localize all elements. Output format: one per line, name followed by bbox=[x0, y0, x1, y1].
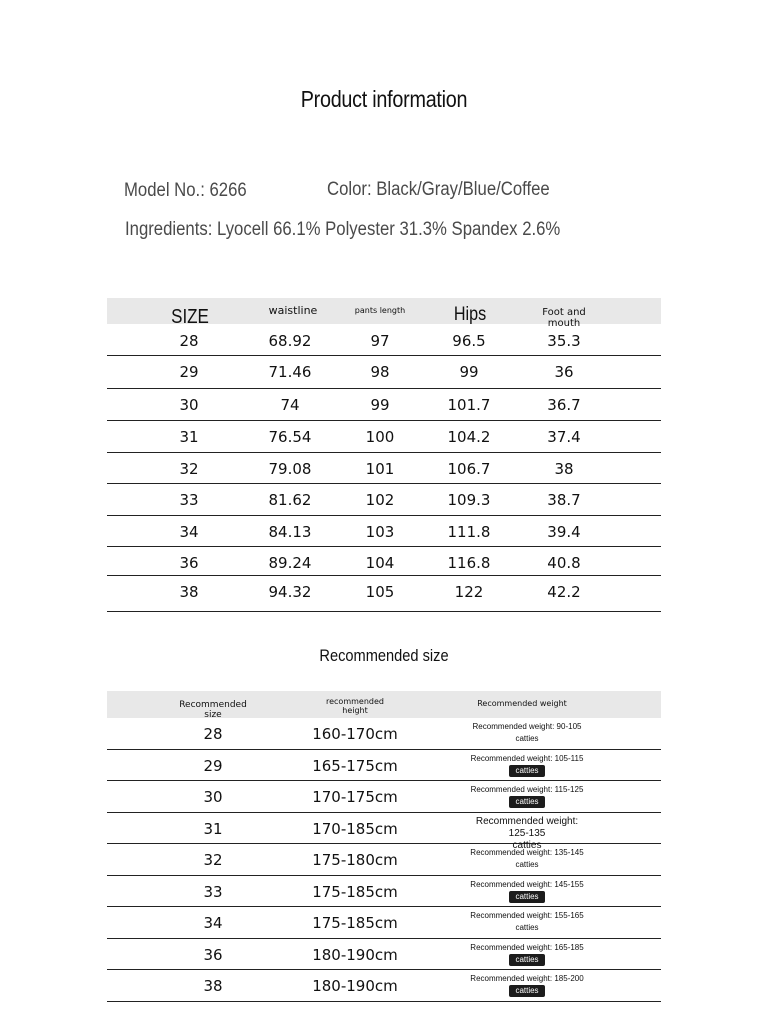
size-table-cell: 34 bbox=[179, 523, 199, 541]
ingredients: Ingredients: Lyocell 66.1% Polyester 31.3% Spandex 2.6% bbox=[125, 219, 561, 240]
size-table-cell: 122 bbox=[454, 583, 484, 601]
size-table-cell: 33 bbox=[179, 491, 199, 509]
size-table-cell: 30 bbox=[179, 396, 199, 414]
recommended-height-cell: 180-190cm bbox=[312, 977, 398, 995]
recommended-table-body bbox=[107, 718, 661, 1002]
size-table-cell: 101.7 bbox=[447, 396, 491, 414]
recommended-weight-cell bbox=[469, 847, 585, 871]
recommended-weight-cell bbox=[469, 753, 585, 777]
weight-range-label: Recommended weight: 90-105 bbox=[472, 722, 582, 731]
header-recommended-size: Recommended size bbox=[179, 699, 247, 720]
weight-unit-label: catties bbox=[509, 796, 544, 808]
size-table-cell: 32 bbox=[179, 460, 199, 478]
weight-range-label: Recommended weight: 105-115 bbox=[470, 753, 584, 763]
header-waistline: waistline bbox=[268, 303, 318, 317]
size-table-cell: 100 bbox=[365, 428, 395, 446]
recommended-height-cell: 180-190cm bbox=[312, 945, 398, 964]
size-table-cell: 79.08 bbox=[268, 460, 312, 478]
weight-range-label: Recommended weight: 155-165 bbox=[470, 911, 584, 920]
size-table-row bbox=[107, 516, 661, 547]
weight-unit-label: catties bbox=[515, 734, 539, 743]
recommended-size-cell: 33 bbox=[203, 882, 223, 901]
recommended-table-row bbox=[107, 970, 661, 1002]
weight-unit-label: catties bbox=[509, 765, 544, 777]
size-table-header bbox=[107, 298, 661, 329]
size-table-cell: 74 bbox=[280, 396, 300, 414]
weight-range-label: Recommended weight: 145-155 bbox=[470, 879, 584, 889]
size-table-cell: 97 bbox=[370, 332, 390, 350]
recommended-table-row bbox=[107, 844, 661, 876]
weight-range-label: Recommended weight: 125-135 bbox=[475, 815, 579, 839]
size-table-cell: 81.62 bbox=[268, 491, 312, 509]
header-size: SIZE bbox=[171, 305, 209, 328]
size-table-cell: 104 bbox=[365, 554, 395, 572]
size-table-cell: 99 bbox=[370, 396, 390, 414]
size-table-row bbox=[107, 547, 661, 576]
recommended-table-row bbox=[107, 876, 661, 908]
size-table-cell: 31 bbox=[179, 428, 199, 446]
size-table-cell: 104.2 bbox=[447, 428, 491, 446]
size-table-cell: 103 bbox=[365, 523, 395, 541]
recommended-weight-cell bbox=[469, 910, 585, 934]
recommended-size-cell: 31 bbox=[203, 819, 223, 838]
size-table-cell: 29 bbox=[179, 363, 199, 381]
size-table-row bbox=[107, 389, 661, 421]
recommended-size-cell: 29 bbox=[203, 756, 223, 775]
weight-range-label: Recommended weight: 165-185 bbox=[470, 942, 584, 952]
recommended-size-cell: 38 bbox=[203, 977, 223, 995]
size-table-cell: 71.46 bbox=[268, 363, 312, 381]
recommended-height-cell: 160-170cm bbox=[312, 725, 398, 743]
size-table-cell: 38.7 bbox=[547, 491, 581, 509]
size-table bbox=[107, 298, 661, 612]
model-number: Model No.: 6266 bbox=[124, 180, 247, 201]
recommended-table-row bbox=[107, 939, 661, 971]
weight-range-label: Recommended weight: 115-125 bbox=[470, 785, 584, 794]
recommended-table-row bbox=[107, 781, 661, 813]
header-foot-mouth: Foot and mouth bbox=[542, 306, 586, 329]
recommended-size-cell: 34 bbox=[203, 914, 223, 932]
size-table-cell: 89.24 bbox=[268, 554, 312, 572]
size-table-cell: 101 bbox=[365, 460, 395, 478]
recommended-size-cell: 28 bbox=[203, 725, 223, 743]
size-table-cell: 36 bbox=[179, 554, 199, 572]
recommended-size-title: Recommended size bbox=[319, 646, 449, 665]
recommended-table-row bbox=[107, 813, 661, 851]
size-table-cell: 102 bbox=[365, 491, 395, 509]
recommended-height-cell: 175-185cm bbox=[312, 882, 398, 901]
weight-unit-label: catties bbox=[515, 923, 539, 932]
page-title: Product information bbox=[300, 86, 468, 112]
weight-unit-label: catties bbox=[509, 954, 544, 966]
size-table-cell: 84.13 bbox=[268, 523, 312, 541]
size-table-body bbox=[107, 324, 661, 612]
recommended-weight-cell bbox=[469, 973, 585, 997]
recommended-size-cell: 32 bbox=[203, 851, 223, 869]
size-table-cell: 37.4 bbox=[547, 428, 581, 446]
recommended-height-cell: 175-180cm bbox=[312, 851, 398, 869]
recommended-weight-cell bbox=[469, 879, 585, 903]
weight-unit-label: catties bbox=[515, 860, 539, 869]
weight-unit-label: catties bbox=[512, 839, 542, 851]
recommended-table-row bbox=[107, 907, 661, 939]
recommended-size-cell: 30 bbox=[203, 788, 223, 806]
size-table-row bbox=[107, 421, 661, 453]
size-table-cell: 38 bbox=[179, 583, 199, 601]
size-table-cell: 39.4 bbox=[547, 523, 581, 541]
recommended-height-cell: 170-175cm bbox=[312, 788, 398, 806]
size-table-cell: 98 bbox=[370, 363, 390, 381]
header-recommended-weight: Recommended weight bbox=[477, 699, 567, 709]
size-table-cell: 35.3 bbox=[547, 332, 581, 350]
recommended-height-cell: 170-185cm bbox=[312, 819, 398, 838]
size-table-cell: 28 bbox=[179, 332, 199, 350]
recommended-height-cell: 165-175cm bbox=[312, 756, 398, 775]
recommended-table-header bbox=[107, 691, 661, 718]
recommended-height-cell: 175-185cm bbox=[312, 914, 398, 932]
recommended-table-row bbox=[107, 750, 661, 782]
recommended-weight-cell bbox=[469, 942, 585, 966]
weight-unit-label: catties bbox=[509, 985, 544, 997]
size-table-cell: 42.2 bbox=[547, 583, 581, 601]
header-recommended-height: recommended height bbox=[326, 696, 384, 715]
size-table-cell: 111.8 bbox=[447, 523, 491, 541]
size-table-cell: 68.92 bbox=[268, 332, 312, 350]
size-table-cell: 116.8 bbox=[447, 554, 491, 572]
size-table-row bbox=[107, 453, 661, 484]
size-table-row bbox=[107, 324, 661, 356]
size-table-cell: 38 bbox=[554, 460, 574, 478]
header-hips: Hips bbox=[453, 304, 487, 326]
weight-range-label: Recommended weight: 185-200 bbox=[470, 974, 584, 983]
recommended-weight-cell bbox=[469, 784, 585, 808]
size-table-cell: 105 bbox=[365, 583, 395, 601]
size-table-cell: 40.8 bbox=[547, 554, 581, 572]
recommended-weight-cell bbox=[469, 721, 585, 745]
color-options: Color: Black/Gray/Blue/Coffee bbox=[327, 179, 550, 200]
size-table-cell: 99 bbox=[459, 363, 479, 381]
size-table-row bbox=[107, 576, 661, 612]
weight-range-label: Recommended weight: 135-145 bbox=[470, 848, 584, 857]
size-table-cell: 36 bbox=[554, 363, 574, 381]
header-pants-length: pants length bbox=[354, 306, 406, 316]
weight-unit-label: catties bbox=[509, 891, 544, 903]
size-table-cell: 36.7 bbox=[547, 396, 581, 414]
recommended-table-row bbox=[107, 718, 661, 750]
size-table-cell: 96.5 bbox=[452, 332, 486, 350]
size-table-cell: 106.7 bbox=[447, 460, 491, 478]
size-table-cell: 109.3 bbox=[447, 491, 491, 509]
size-table-cell: 94.32 bbox=[268, 583, 312, 601]
size-table-row bbox=[107, 356, 661, 389]
recommended-table bbox=[107, 691, 661, 1002]
recommended-size-cell: 36 bbox=[203, 945, 223, 964]
size-table-row bbox=[107, 484, 661, 516]
size-table-cell: 76.54 bbox=[268, 428, 312, 446]
